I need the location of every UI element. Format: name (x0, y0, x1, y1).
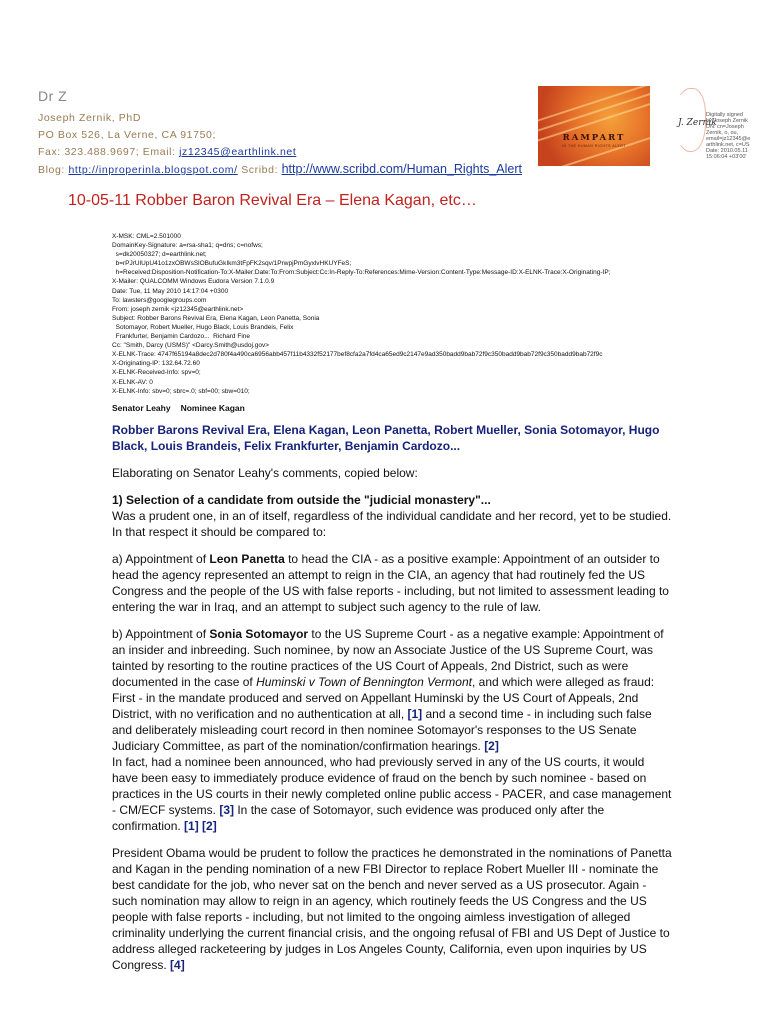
letterhead-address: PO Box 526, La Verne, CA 91750; (38, 129, 216, 141)
rampart-logo (538, 86, 650, 166)
senator-line (112, 403, 245, 413)
signature-scribble: J. Zernik (678, 118, 717, 128)
header-line: Frankfurter, Benjamin Cardozo... Richard Fine (112, 333, 251, 341)
header-line: X-Mailer: QUALCOMM Windows Eudora Version 7.1.0.9 (112, 278, 275, 286)
text-run: and a second time - in including such false and deliberately misleading court record in then nominee Sotomayor's responses to the US Senate Judiciary Committee, as part of the nomination/confirmation hearings. (112, 707, 652, 753)
header-line: Sotomayor, Robert Mueller, Hugo Black, Louis Brandeis, Felix (112, 323, 294, 331)
senator-label: Senator Leahy (112, 403, 171, 413)
letterhead (38, 88, 522, 179)
sig-line: arthlink.net, c=US (706, 142, 750, 148)
scribd-label: Scribd: (237, 164, 282, 176)
text-run: President Obama would be prudent to follow the practices he demonstrated in the nominations of Panetta and Kagan in the pending nomination of a new FBI Director to replace Robert Mueller III - nominate the best candidate for the job, who never sat on the bench and never served as a US prosecutor. Again - such nomination may allow to reign in an agency, which routinely feeds the US Congress and the US people with false reports - including, but not limited to the ongoing aimless investigation of alleged criminality underlying the current financial crisis, and the ongoing refusal of FBI and US Dept of Justice to address alleged racketeering by judges in Los Angeles County, California, even upon inquiries by US Congress. (112, 846, 672, 972)
intro-paragraph: Elaborating on Senator Leahy's comments, copied below: (112, 466, 418, 480)
blog-link[interactable]: http://inproperinla.blogspot.com/ (68, 164, 238, 176)
email-headers (112, 232, 752, 396)
document-body (112, 422, 672, 984)
header-line: Subject: Robber Barons Revival Era, Elena Kagan, Leon Panetta, Sonia (112, 314, 320, 322)
section-1-text: Was a prudent one, in an of itself, regardless of the individual candidate and her record, yet to be studied. In that respect it should be compared to: (112, 509, 672, 539)
sig-line: by Joseph Zernik (706, 118, 748, 124)
footnote-ref-1[interactable]: [1] (407, 707, 423, 721)
paragraph-a (112, 551, 672, 615)
digital-signature-details (706, 112, 768, 160)
header-line: s=dk20050327; d=earthlink.net; (112, 251, 207, 259)
footnote-ref-2[interactable]: [2] (202, 819, 217, 833)
name-sotomayor: Sonia Sotomayor (209, 627, 309, 641)
text-run: to head the CIA - as a positive example: Appointment of an outsider to head the agency represented an attempt to reign in the CIA, an agency that had routinely fed the US Congress and the people of the US with false reports - including, but not limited to assessment leading to entering the war in Iraq, and an attempt to subject such agency to the rule of law. (112, 552, 669, 614)
header-line: X-ELNK-Received-Info: spv=0; (112, 369, 201, 377)
sig-line: DN: cn=Joseph (706, 124, 744, 130)
letterhead-contact (38, 144, 508, 161)
text-run: , and which were alleged as fraud: First - in the mandate produced and served on Appellant Huminski by the US Court of Appeals, 2nd District, with no verification and no authentication at all, (112, 675, 655, 721)
scribd-link[interactable]: http://www.scribd.com/Human_Rights_Alert (281, 162, 522, 176)
paragraph-b (112, 626, 672, 834)
text-run: b) Appointment of (112, 627, 210, 641)
header-line: X-ELNK-Info: sbv=0; sbrc=.0; sbf=00; sbw=010; (112, 387, 250, 395)
sig-line: Zernik, o, ou, (706, 130, 739, 136)
text-run: In the case of Sotomayor, such evidence was produced only after the confirmation. (112, 803, 605, 833)
nominee-label: Nominee Kagan (180, 403, 245, 413)
sig-line: 15:06:04 +03'00' (706, 154, 747, 160)
fax-label: Fax: 323.488.9697; Email: (38, 146, 180, 158)
blog-label: Blog: (38, 164, 69, 176)
sig-line: email=jz12345@e (706, 136, 751, 142)
sig-line: Digitally signed (706, 112, 743, 118)
header-line: DomainKey-Signature: a=rsa-sha1; q=dns; c=nofws; (112, 242, 263, 250)
footnote-ref-1[interactable]: [1] (184, 819, 199, 833)
email-link[interactable]: jz12345@earthlink.net (179, 146, 297, 158)
logo-brand: RAMPART (562, 133, 626, 143)
letterhead-name: Dr Z (38, 88, 68, 104)
logo-tagline: IN THE HUMAN RIGHTS ALERT (562, 144, 626, 148)
letterhead-links (38, 161, 522, 179)
case-name: Huminski v Town of Bennington Vermont (256, 675, 472, 689)
header-line: b=rPJrUlUpU41o1zxOBWsSlOBufuGkIkm3tFpFK2sqv/1PrwpjPmGyxlvHKUYFeS; (112, 260, 352, 268)
footnote-ref-3[interactable]: [3] (219, 803, 235, 817)
text-run: In fact, had a nominee been announced, who had previously served in any of the US courts, it would have been easy to immediately produce evidence of fraud on the bench by such nominee - based on practices in the US courts in their newly completed online public access - PACER, and case management - CM/ECF systems. (112, 755, 672, 817)
header-line: To: lawsters@googlegroups.com (112, 296, 207, 304)
header-line: From: joseph zernik <jz12345@earthlink.net> (112, 305, 244, 313)
header-line: h=Received:Disposition-Notification-To:X-Mailer:Date:To:From:Subject:Cc:In-Reply-To:References:Mime-Version:Content-Type:Message-ID:X-ELNK-Trace:X-Originating-IP; (112, 269, 611, 277)
section-1-heading: 1) Selection of a candidate from outside the "judicial monastery"... (112, 493, 491, 507)
header-line: Cc: "Smith, Darcy (USMS)" <Darcy.Smith@usdoj.gov> (112, 342, 270, 350)
paragraph-c (112, 845, 672, 973)
section-1 (112, 492, 672, 540)
sig-line: Date: 2010.05.11 (706, 148, 748, 154)
header-line: X-MSK: CML=2.501000 (112, 233, 181, 240)
header-line: X-ELNK-Trace: 4747f65194a8dec2d780f4a490ca6956abb457f11b4332f52177bef8cfa2a7fd4ca65ed9c2147e9ad350badd9bab72f9c350badd9bab72f9c350badd9bab72f9c (112, 351, 603, 359)
body-headline: Robber Barons Revival Era, Elena Kagan, Leon Panetta, Robert Mueller, Sonia Sotomayor, Hugo Black, Louis Brandeis, Felix Frankfurter, Benjamin Cardozo... (112, 423, 660, 453)
header-line: X-ELNK-AV: 0 (112, 378, 153, 386)
text-run: a) Appointment of (112, 552, 210, 566)
header-line: Date: Tue, 11 May 2010 14:17:04 +0300 (112, 287, 229, 295)
text-run: to the US Supreme Court - as a negative example: Appointment of an insider and inbreeding. Such nominee, by now an Associate Justice of the US Supreme Court, was tainted by resorting to the routine practices of the US Court of Appeals, 2nd District, such as were documented in the case of (112, 627, 664, 689)
document-title: 10-05-11 Robber Baron Revival Era – Elena Kagan, etc… (68, 192, 477, 209)
footnote-ref-4[interactable]: [4] (170, 958, 185, 972)
header-line: X-Originating-IP: 132.64.72.60 (112, 360, 200, 368)
footnote-ref-2[interactable]: [2] (484, 739, 499, 753)
letterhead-full-name: Joseph Zernik, PhD (38, 112, 142, 124)
name-panetta: Leon Panetta (209, 552, 285, 566)
